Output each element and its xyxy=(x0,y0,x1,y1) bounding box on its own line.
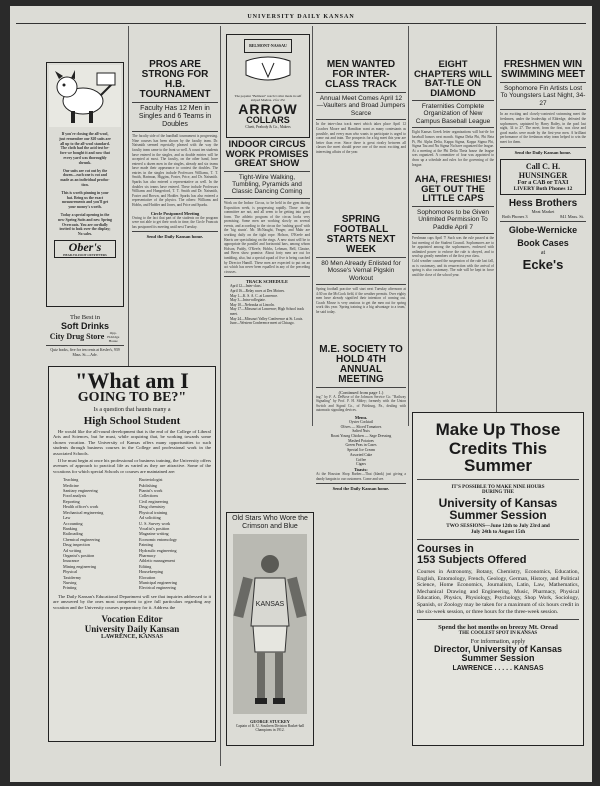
send-home-notice: Send the Daily Kansan home. xyxy=(146,234,204,240)
vocation-column-a xyxy=(63,477,135,591)
col4-articles xyxy=(316,26,406,766)
ad-line: July 24th to August 15th xyxy=(470,529,526,535)
article-headline: FRESHMEN WIN SWIMMING MEET xyxy=(501,59,585,80)
send-home-notice: Send the Daily Kansan home. xyxy=(514,149,572,155)
ad-line: at xyxy=(540,249,546,256)
photo-title: Old Stars Who Wore the Crimson and Blue xyxy=(232,515,308,530)
vocation-item: Elocution xyxy=(139,574,156,580)
vocation-item: Civil engineering xyxy=(139,498,169,504)
schedule-item: April 16—Relay races at Des Moines. xyxy=(230,289,285,293)
ad-line: LAWRENCE . . . . . KANSAS xyxy=(452,665,544,673)
ad-line: Opp. Eldridge House xyxy=(107,331,120,343)
collar-illustration-icon xyxy=(238,55,298,89)
vocation-item: Physical xyxy=(63,569,78,575)
ad-line: LIVERY xyxy=(513,185,535,192)
courses-description: Courses in Astronomy, Botany, Chemistry, Economics, Education, English, Entomology, French, Geology, German, History, and Political Science, Home Economics, Journalism, Latin, Law, Mathematics, Mechanical Drawing and Engineering, Music, Pharmacy, Physical Education, Physics, Physiology, Psychology, Shop Work, Sociology, Spanish, or Zoology may be taken for a maximum of six hours credit in the six-week session, or three hours for the three-week session. xyxy=(417,569,579,615)
menu-item: Olives xyxy=(340,424,351,429)
schedule-item: May 24—Missouri Valley Conference at St. Louis. xyxy=(230,316,304,321)
article-headline: EIGHT CHAPTERS WILL BAT-TLE ON DIAMOND xyxy=(413,59,493,99)
newspaper-page xyxy=(10,6,592,782)
vocation-item: Hydraulic engineering xyxy=(139,547,177,553)
old-stars-box xyxy=(226,512,314,746)
ad-line: Call xyxy=(525,161,541,171)
article-subhead: Annual Meet Comes April 12 —Vaulters and Broad Jumpers Scarce xyxy=(316,95,406,117)
obers-logo: Ober's xyxy=(68,239,102,254)
ad-line: The Best in xyxy=(70,314,100,321)
article-body: Work on the Indoor Circus, to be held in the gym during Exposition week, is progressing rapidly. Those on the committee are not, and all seem to be getting into good form. The athletic program of the circus looks very promising. Some men are working slowly on several events, and according to the circus the 'rushing good' with the 'big stunts'. Mr. McNaught, Yeager, and Mahr are working daily on the tight rope. Holson, O'Keefe and Harris are specializing on the rings. A new stunt will be to appropriate the parallel and horizontal bars, among whom Holson, Paddy, O'Keefe, Hobbs, Lehman, Bell, Clautze, and Beers show promise. About forty men are out for tumbling, also, but a special squad of five is being coached by Director Hamill. These men are expected to put on an act which has never been equalled in any of the preceding circuses. xyxy=(224,200,310,274)
article-body: Cold weather caused the suspension of the rule last fall, as is customary, and its resurrection with the arrival of spring is also customary. The rule will be kept in force until the close of the school year. xyxy=(412,259,494,277)
arrow-collars-ad xyxy=(226,34,310,138)
handball-article xyxy=(132,26,218,366)
article-body: At the Houston Shop Barber—That (blank) just giving a dandy bargain to our customers. Come and see. xyxy=(316,471,406,481)
ad-line: For information, apply xyxy=(470,639,526,646)
vocation-item: Pianist's work xyxy=(139,488,163,494)
article-body: In an exciting and closely-contested swimming meet the freshmen, under the leadership of Eldredge, defeated the sophomores, captained by Harry Bailey, in the pool last night, 34 to 27. The meet, from the first, was close and good marks were made by the first-year men. A brilliant performance of the freshman relay team helped to win the meet for them. xyxy=(500,112,586,144)
ad-line: dozen—each one is cut and xyxy=(63,173,107,178)
article-body: ing," by F. A. DeBose of the Johnson Service Co. "Railway Signaling" by Prof. F. H. Sibley; formerly with the Union Switch and Signal Co., of Pittsburg, Pa., dealing with automatic signaling devices. xyxy=(316,394,406,413)
ad-line: IT'S POSSIBLE TO MAKE NINE HOURS xyxy=(451,485,545,490)
ad-line: Summer Session xyxy=(449,508,547,522)
svg-text:KANSAS: KANSAS xyxy=(255,601,285,608)
ad-line: Book Cases xyxy=(517,237,569,248)
vocation-item: Painting xyxy=(139,542,153,548)
ad-line: all up to the all-wool standard. xyxy=(60,141,110,146)
ad-line: shrunk. xyxy=(78,160,92,165)
ad-line: City Drug Store xyxy=(49,331,105,341)
ad-paragraph: If he must begin at once his professional or business training, the University offers avenues of approach to practical life as varied as they are attractive. Some of the vocations for which special Schools or courses are maintained are: xyxy=(53,458,211,474)
vocation-item: Railroading xyxy=(63,531,83,537)
ad-title: Credits This Summer xyxy=(448,439,548,475)
vocation-item: Medicine xyxy=(63,482,79,488)
ad-line: This is worth pinning in your xyxy=(61,190,109,195)
column-rule xyxy=(408,26,409,426)
masthead-title: UNIVERSITY DAILY KANSAN xyxy=(247,14,355,20)
article-subhead: Fraternities Complete Organization of New Campus Baseball League xyxy=(415,103,491,125)
vocation-item: Publishing xyxy=(139,482,157,488)
article-headline: PROS ARE STRONG FOR H.B. TOURNAMENT xyxy=(139,59,211,100)
vocation-item: Law xyxy=(63,515,71,521)
ad-line: invited to look over the display; xyxy=(59,227,111,232)
vocation-item: Banking xyxy=(63,525,78,531)
ad-line: Summer Session xyxy=(461,653,535,664)
globe-wernicke-ad xyxy=(500,226,586,271)
kansan-name: University Daily Kansan xyxy=(84,624,180,634)
ad-subtitle: High School Student xyxy=(83,415,181,427)
menu-item: Assorted Cake xyxy=(349,452,373,457)
ad-subtitle: Is a question that haunts many a xyxy=(93,407,171,413)
send-home-notice: Send the Daily Kansan home. xyxy=(332,486,390,492)
ad-line: Our suits are cut out by the xyxy=(62,168,108,173)
vocation-editor: Vocation Editor xyxy=(101,614,163,624)
ad-line: just remember our $20 suits are xyxy=(59,136,111,141)
vocation-item: Bacteriologist xyxy=(139,477,163,483)
article-body: Freshman caps April 7! Such was the rule passed at the last meeting of the Student Council. Sophomores are to be appointed among the sophomores, endowed with unlimited power to enforce the rule is obeyed, and to send up greatly members of the first year class. xyxy=(412,236,494,259)
ad-line: Ecke's xyxy=(522,256,564,272)
ad-line: 841 Mass. St. xyxy=(560,213,584,219)
vocation-item: Electrical engineering xyxy=(139,585,176,591)
vocation-item: Accounting xyxy=(63,520,83,526)
vocation-item: Drug inspection xyxy=(63,542,90,548)
schedule-item: May 10—Nebraska at Lincoln. xyxy=(230,302,275,307)
column-rule xyxy=(496,26,497,426)
vocation-item: Editing xyxy=(139,563,152,569)
ad-paragraph: He would like the all-round development that is the end of the College of Liberal Arts and Sciences, but he must, while acquiring that, be working towards some chosen vocation. The University of Kansas offers many opportunities to such students through business courses in the College and professional work in the associated Schools. xyxy=(53,429,211,456)
vocation-item: Physical training xyxy=(139,509,168,515)
ad-line: If you're closing the all-wool, xyxy=(61,132,109,136)
vocation-item: Health officer's work xyxy=(63,504,99,510)
toasts-title: Toasts: xyxy=(354,466,368,472)
photo-caption-name: GEORGE STUCKEY xyxy=(250,719,290,724)
column-rule xyxy=(312,26,313,426)
article-subhead: Faculty Has 12 Men in Singles and 6 Teams in Doubles xyxy=(138,105,212,129)
kansan-location: LAWRENCE, KANSAS xyxy=(100,634,163,640)
vocation-item: Ad writing xyxy=(63,547,82,553)
menu-item: Special Ice Cream xyxy=(347,448,375,453)
article-subhead: (Continued from page 1.) xyxy=(338,389,384,395)
vocation-item: Housekeeping xyxy=(139,569,163,575)
collar-maker: Cluett, Peabody & Co., Makers xyxy=(245,125,291,129)
obers-ad xyxy=(46,62,124,307)
article-headline: SPRING FOOTBALL STARTS NEXT WEEK xyxy=(326,213,396,255)
article-body: Eight Kansas Greek letter organizations will bat-tle for baseball honors next month. Sigma Delta Phi, Phi Beta Pi, Phi Alpha Delta, Kappa Sigma, Kappa Sigma Phi, Sigma Tau and Nu Sigma Nu have organized the league. At a meeting at the Phi Delta Theta house the league was organized. A committee of four was appointed to draw up a schedule and rules for the governing of the league. xyxy=(412,130,494,167)
ad-line: Overcoats. You are cordially xyxy=(62,222,108,227)
ad-line: Both Phones 3 xyxy=(502,213,528,219)
what-am-i-ad xyxy=(48,366,216,742)
ad-line: Courses in xyxy=(417,543,474,555)
quiz-books-notice: Quiz books, five for ten cents at Kesler's, 939 Mass. St.—Adv. xyxy=(50,348,120,357)
ad-line: fore we bought it and now that xyxy=(60,151,110,156)
vocation-item: Organist's position xyxy=(63,552,95,558)
schedule-item: April 12—Inter-class. xyxy=(230,284,262,289)
article-headline: MEN WANTED FOR INTER-CLASS TRACK xyxy=(325,59,397,90)
ad-line: Meat Market xyxy=(531,208,555,214)
article-subhead: Sophomores to be Given Unlimited Permission To Paddle April 7 xyxy=(417,208,489,231)
menu-title: Menu. xyxy=(354,414,368,420)
ad-line: DURING THE xyxy=(482,490,514,495)
article-headline: INDOOR CIRCUS WORK PROMISES GREAT SHOW xyxy=(225,140,309,169)
menu-item: Cigars xyxy=(356,462,366,467)
ad-line: Hess Brothers xyxy=(508,197,578,209)
article-body: Owing to the fact that part of the students on the program were not able to get their work in time, the Circle Francais has postponed its meeting until next Tuesday. xyxy=(132,215,218,229)
vocation-item: Ad soliciting xyxy=(139,515,161,521)
photo-caption: Captain of K. U. Southern Division Basket-ball Champions in 1912. xyxy=(235,724,305,733)
vocation-item: Collections xyxy=(139,493,159,499)
collar-banner: BELMONT·NASSAU xyxy=(244,39,292,53)
arrow-logo: ARROW xyxy=(238,101,298,117)
menu-item: Sliced Tomatoes xyxy=(356,424,382,429)
vocation-item: U. S. Survey work xyxy=(139,520,171,526)
column-rule xyxy=(220,26,221,766)
hess-ad xyxy=(500,199,586,219)
track-schedule-title: TRACK SCHEDULE xyxy=(245,279,289,285)
article-subhead: Sophomore Fin Artists Lost To Youngsters Last Night, 34-27 xyxy=(500,85,586,107)
ad-line: every yard was thoroughly xyxy=(63,155,107,160)
vocation-column-b xyxy=(139,477,211,591)
vocation-item: Athletic management xyxy=(139,558,175,564)
menu-list: Oyster Cocktail Olives — Sliced Tomatoes Salted Nuts Roast Young Chicken — Sage Dressing Mashed Potatoes Green Peas in Cases Special Ice Cream Assorted Cake Coffee Cigars xyxy=(316,420,406,467)
ad-line: THE COOLEST SPOT IN KANSAS xyxy=(458,631,538,637)
arrow-logo: COLLARS xyxy=(246,115,290,125)
city-drug-store-ad xyxy=(46,314,124,362)
athlete-photo-icon xyxy=(233,534,307,714)
ad-line: 153 Subjects Offered xyxy=(417,554,527,566)
obers-tagline: HEAD-TO-FOOT OUTFITTERS xyxy=(63,252,107,257)
ad-line: University of Kansas xyxy=(438,496,558,510)
track-schedule xyxy=(224,284,310,325)
ad-title: "What am I xyxy=(75,368,189,393)
ad-line: tion. xyxy=(81,182,89,187)
vocation-list xyxy=(63,477,211,591)
vocation-item: Mining engineering xyxy=(63,563,97,569)
ad-line: TWO SESSIONS—June 12th to July 23rd and xyxy=(446,523,550,529)
article-body: The faculty side of the handball tournament is progressing. Nine courses has been shown by the faculty team. Dr. Naismith seemed especially pleased with the way the faculty team came to the front so well. A count ten students have entered in the singles, and as double entries will be accepted at most. The faculty, on the other hand, have entered a dozen men in the singles, already and six teams have made their appearance to contest the doubles. The entries in the singles include Professors Williams, T. T. Smith, Hartman, Higgins, Foster, Price, and Dr. Naismith. Sparks has also entered a representative as well. In the doubles six teams have entered. These include Professors Williams and Hungerford, T. T. Smith and Dr. Naismith, Foster and Brown, and Hodder. Sparks has also entered a representative of the physics. The others: Williams and Hobbs, and Hodder and Jones, and Price and Sparks. xyxy=(132,134,218,208)
menu-item: Salted Nuts xyxy=(352,429,370,434)
col5-articles xyxy=(412,26,494,406)
ad-line: No sales. xyxy=(77,232,93,237)
hunsinger-ad xyxy=(500,159,586,195)
article-subhead: Tight-Wire Walking, Tumbling, Pyramids and Classic Dancing Coming xyxy=(231,173,303,196)
ad-line: Both Phones 12 xyxy=(536,185,573,192)
schedule-item: June—Western Conference meet at Chicago. xyxy=(230,321,295,326)
schedule-item: May 17—Missouri at Lawrence; High School track meet. xyxy=(230,307,305,316)
ad-title: GOING TO BE?" xyxy=(77,390,187,405)
ad-line: hat. Bring us the exact xyxy=(66,195,104,200)
article-subhead: 80 Men Already Enlisted for Mosse's Vernal Pigskin Workout xyxy=(321,259,401,282)
masthead-rule xyxy=(16,23,586,24)
menu-item: Green Peas in Cases xyxy=(345,443,377,448)
indoor-circus-article xyxy=(224,140,310,396)
vocation-item: Chemical engineering xyxy=(63,536,100,542)
menu-item: Sage Dressing xyxy=(369,434,392,439)
schedule-item: May 3—Intra-collegiate. xyxy=(230,298,266,303)
ad-line: Director, University of Kansas xyxy=(433,644,563,655)
column-rule xyxy=(128,26,129,376)
vocation-item: Vocalist's position xyxy=(139,525,170,531)
ad-line: your money's worth. xyxy=(68,205,102,210)
vocation-item: Economic entomology xyxy=(139,536,178,542)
vocation-item: Teaching xyxy=(63,477,79,483)
vocation-item: Food analysis xyxy=(63,493,87,499)
article-body: Spring football practice will start next Tuesday afternoon at 4:30 on the McCook field, if the weather permits. Over eighty men have already signified their intention of coming out. Coach Mosse is very anxious to get the men out for spring work this year. 'Spring training is a big advantage to a team,' he said today. xyxy=(316,286,406,314)
menu-item: Coffee xyxy=(355,457,367,462)
article-subhead: Circle Postponed Meeting xyxy=(150,210,200,216)
ad-line: made as an individual produc- xyxy=(60,178,110,183)
vocation-item: Sanitary engineering xyxy=(63,488,98,494)
menu-item: Roast Young Chicken xyxy=(330,434,364,439)
dog-illustration-icon xyxy=(49,65,121,127)
ad-line: The cloth had the acid test be- xyxy=(60,146,110,151)
vocation-item: Reporting xyxy=(63,498,80,504)
ad-line: Today a special opening in the xyxy=(60,212,110,217)
schedule-item: May 1—K. S. A. C. at Lawrence. xyxy=(230,293,279,298)
menu-item: Oyster Cocktail xyxy=(349,419,373,424)
col6-articles xyxy=(500,26,586,406)
ad-line: Soft Drinks xyxy=(60,321,109,331)
ad-title: Make Up Those xyxy=(435,420,561,439)
ad-line: C. H. HUNSINGER xyxy=(518,161,568,180)
ad-line: For a CAB or TAXI xyxy=(517,179,569,186)
vocation-item: Municipal engineering xyxy=(139,579,178,585)
article-body: In the inter-class track meet which takes place April 12 Coaches Moore and Hamilton want as many contestants as possible, and every man who wants to participate is urged to come out and train. The prospects for a big meet this year are better than ever. Since there is great rivalry between all classes the meet should prove one of the most exciting and interesting affairs of the year. xyxy=(316,122,406,154)
ad-line: new Spring Suits and new Spring xyxy=(58,217,112,222)
menu-item: Mashed Potatoes xyxy=(348,438,374,443)
vocation-item: Magazine writing xyxy=(139,531,169,537)
summer-session-ad xyxy=(412,412,584,746)
vocation-item: Mechanical engineering xyxy=(63,509,104,515)
vocation-item: Nursing xyxy=(63,579,77,585)
vocation-item: Printing xyxy=(63,585,77,591)
collar-caption: The popular "Belmont" notch Collar made in self striped Madras. 2 for 25c xyxy=(234,94,302,102)
ad-line: Globe-Wernicke xyxy=(508,224,578,235)
ad-line: Spend the hot months on breezy Mt. Oread xyxy=(438,624,558,632)
article-headline: AHA, FRESHIES! GET OUT THE LITTLE CAPS xyxy=(414,174,492,205)
vocation-item: Insurance xyxy=(63,558,80,564)
vocation-item: Taxidermy xyxy=(63,574,82,580)
ad-paragraph: The Daily Kansan's Educational Department will see that inquiries addressed to it are answered by the ones most competent to give full particulars regarding any vocation and the University courses preparatory for it. Address the xyxy=(53,593,211,610)
ad-line: measurements and you'll get xyxy=(61,200,109,205)
vocation-item: Drug chemistry xyxy=(139,504,166,510)
article-headline: M.E. SOCIETY TO HOLD 4TH ANNUAL MEETING xyxy=(319,343,403,385)
vocation-item: Pharmacy xyxy=(139,552,156,558)
